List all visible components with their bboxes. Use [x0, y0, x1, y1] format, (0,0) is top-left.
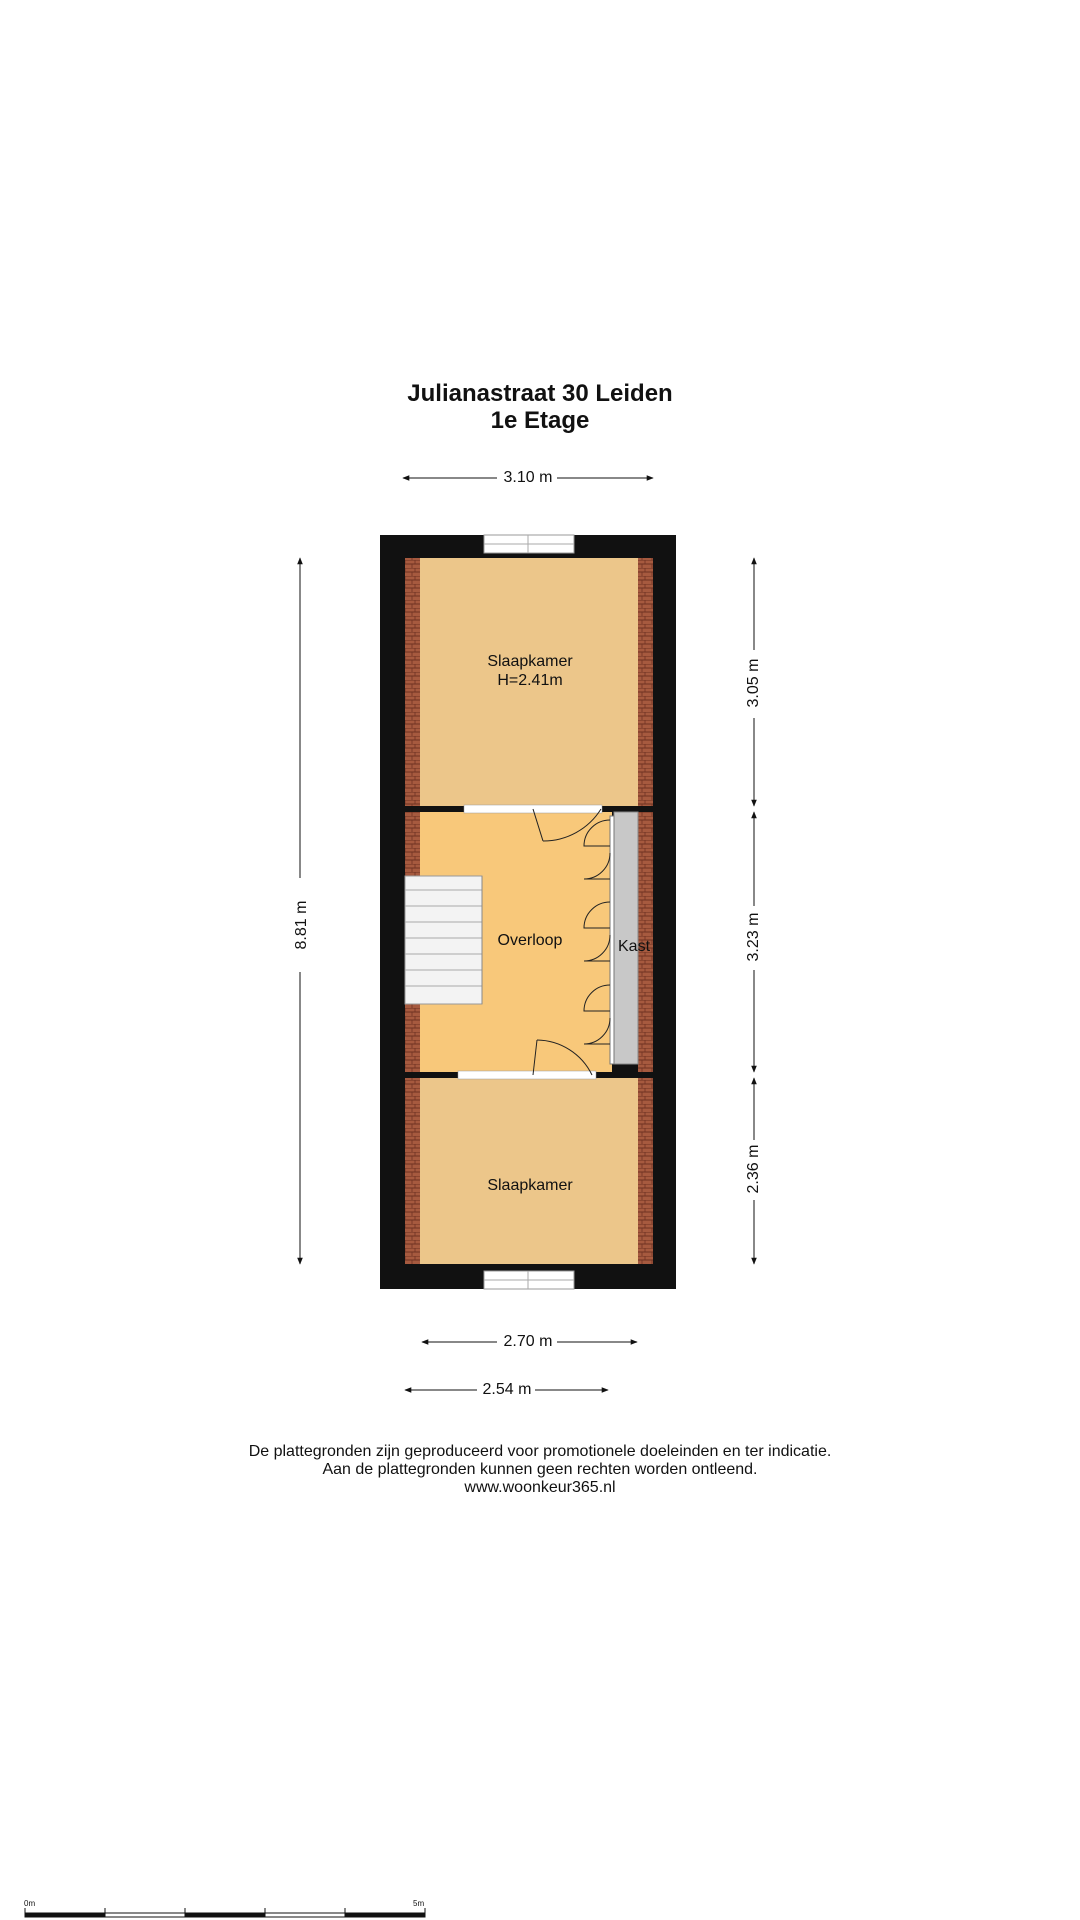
scale-bar — [25, 1908, 425, 1917]
plan-title: Julianastraat 30 Leiden — [407, 380, 673, 407]
bedroom-bottom-floor — [420, 1078, 638, 1264]
brick-left-top — [405, 558, 420, 806]
staircase — [405, 876, 482, 1004]
disclaimer-line-2: Aan de plattegronden kunnen geen rechten worden ontleend. — [322, 1461, 758, 1478]
dim-bottom-width-2-label: 2.54 m — [482, 1381, 532, 1398]
room-height-label: H=2.41m — [497, 672, 563, 689]
dim-left-height-label: 8.81 m — [293, 900, 310, 950]
brick-left-bot — [405, 1078, 420, 1264]
room-label-closet: Kast — [618, 938, 651, 955]
dim-bottom-width-1-label: 2.70 m — [503, 1333, 553, 1350]
dim-right-segment-1-label: 3.05 m — [745, 658, 762, 708]
window-bottom — [484, 1271, 574, 1289]
website-link[interactable]: www.woonkeur365.nl — [464, 1479, 616, 1496]
scale-end-label: 5m — [413, 1899, 425, 1908]
dim-right-segment-2-label: 3.23 m — [745, 912, 762, 962]
room-label-landing: Overloop — [497, 932, 563, 949]
room-label-bedroom-bottom: Slaapkamer — [487, 1177, 573, 1194]
brick-right-top — [638, 558, 653, 806]
floor-subtitle: 1e Etage — [490, 407, 590, 434]
doorway-bottom — [458, 1071, 596, 1079]
dim-top-width-label: 3.10 m — [503, 469, 553, 486]
room-label-bedroom-top: Slaapkamer — [487, 653, 573, 670]
disclaimer-line-1: De plattegronden zijn geproduceerd voor promotionele doeleinden en ter indicatie. — [248, 1443, 832, 1460]
dim-right-segment-3-label: 2.36 m — [745, 1144, 762, 1194]
window-top — [484, 535, 574, 553]
scale-start-label: 0m — [24, 1899, 36, 1908]
brick-right-bot — [638, 1078, 653, 1264]
